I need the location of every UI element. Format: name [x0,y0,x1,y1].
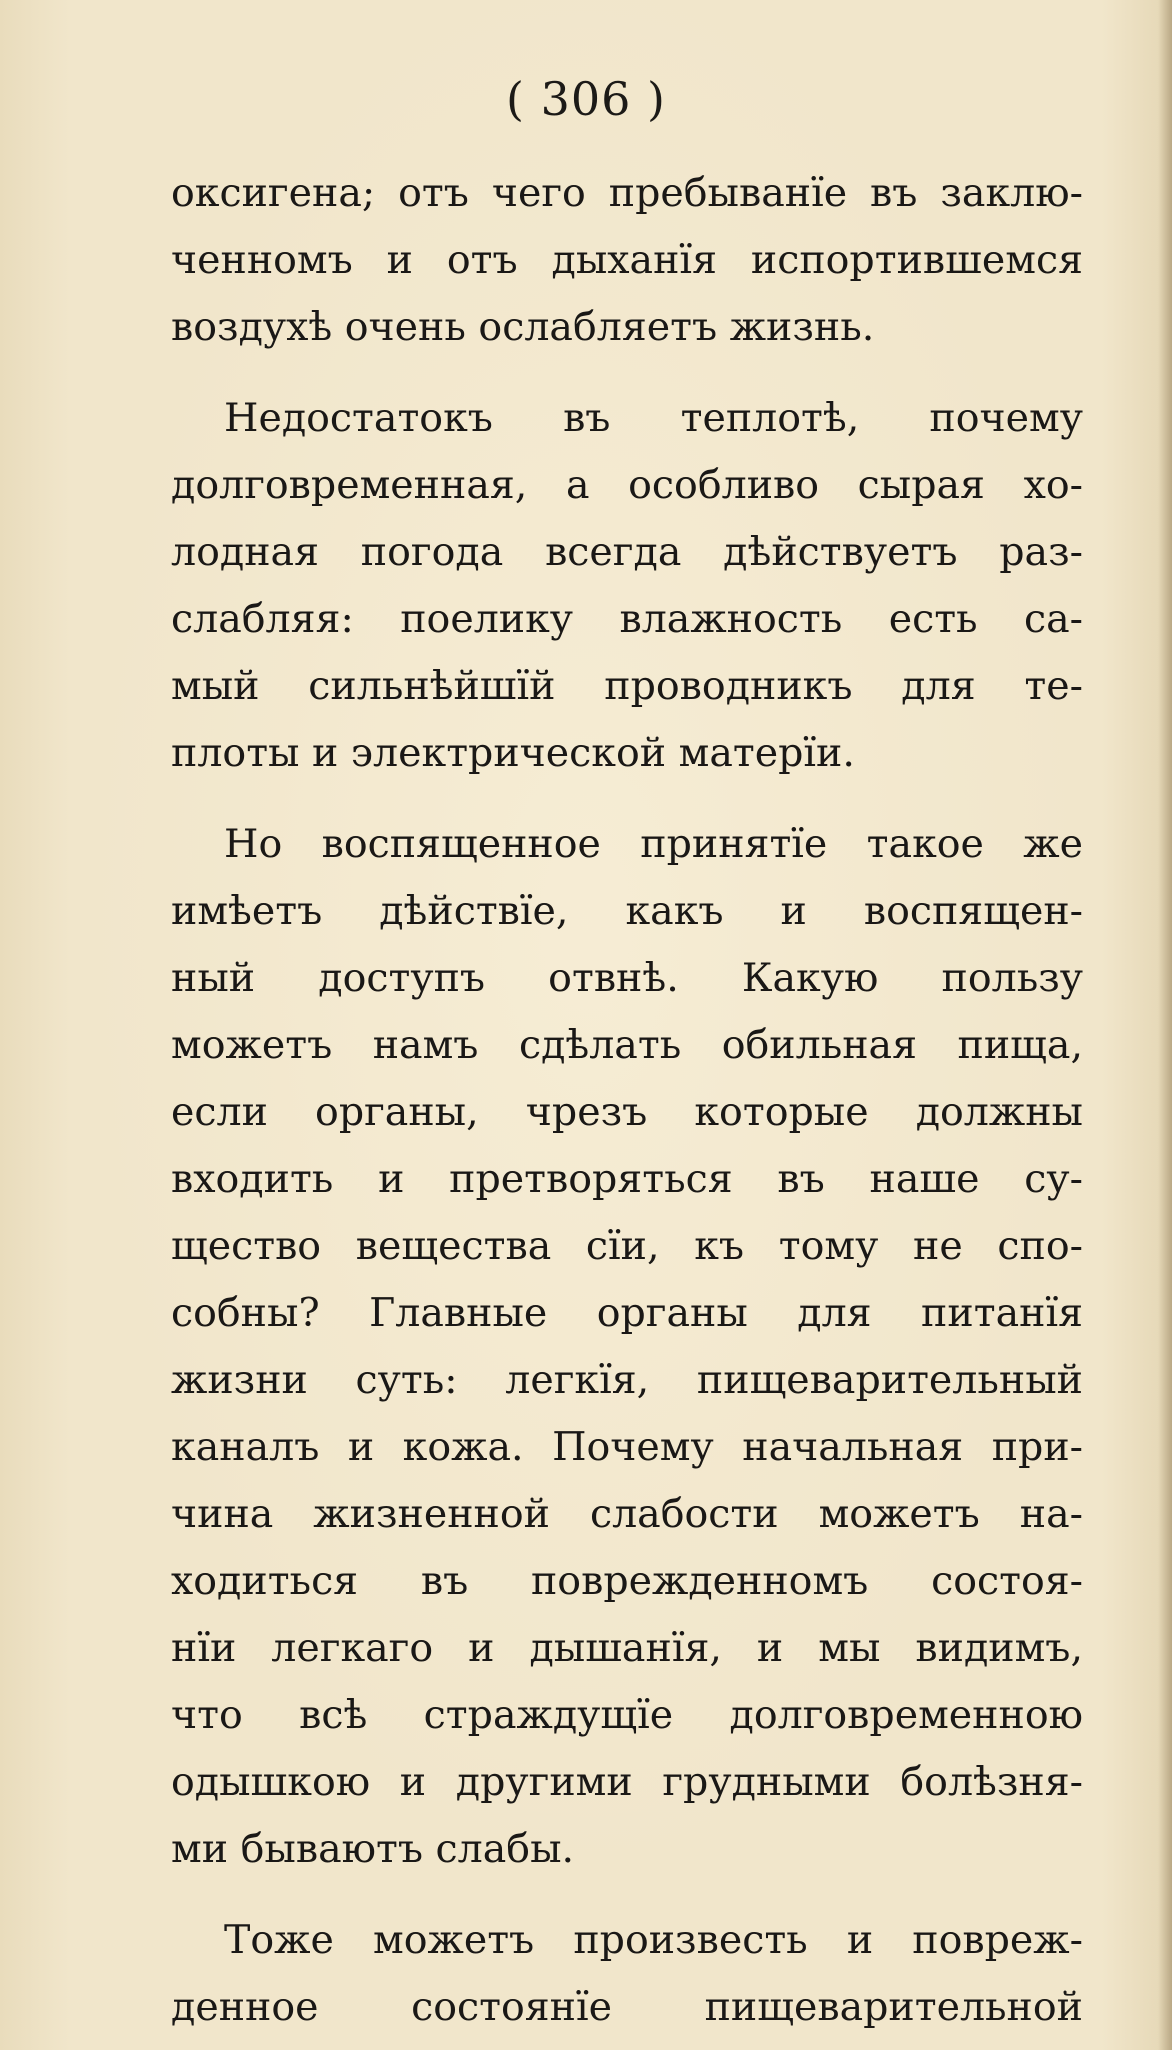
text-line: входить и претворяться въ наше су- [171,1156,1083,1202]
paragraph-4 [171,1907,1083,2041]
text-line: Недостатокъ въ теплотѣ, почему [224,395,1083,441]
text-line: Но воспященное принятїе такое же [224,821,1083,867]
text-line: каналъ и кожа. Почему начальная при- [171,1424,1083,1470]
text-line: ходиться въ поврежденномъ состоя- [171,1558,1083,1604]
text-line: денное состоянїе пищеварительной [171,1984,1083,2030]
text-line: щество вещества сїи, къ тому не спо- [171,1223,1083,1269]
text-line: жизни суть: легкїя, пищеварительный [171,1357,1083,1403]
page-edge-shadow [1158,0,1172,2050]
paragraph-2 [171,385,1083,787]
text-line: лодная погода всегда дѣйствуетъ раз- [171,529,1083,575]
text-line: ми бываютъ слабы. [171,1826,575,1872]
text-line: Тоже можетъ произвесть и повреж- [224,1917,1083,1963]
text-line: одышкою и другими грудными болѣзня- [171,1759,1083,1805]
text-line: что всѣ страждущїе долговременною [171,1692,1083,1738]
text-line: ный доступъ отвнѣ. Какую пользу [171,955,1083,1001]
paragraph-3 [171,811,1083,1883]
text-line: плоты и электрической матерїи. [171,730,855,776]
text-line: собны? Главные органы для питанїя [171,1290,1083,1336]
text-line: долговременная, а особливо сырая хо- [171,462,1083,508]
text-line: имѣетъ дѣйствїе, какъ и воспящен- [171,888,1083,934]
page-number: ( 306 ) [506,72,666,126]
text-line: нїи легкаго и дышанїя, и мы видимъ, [171,1625,1083,1671]
text-line: воздухѣ очень ослабляетъ жизнь. [171,304,875,350]
text-line: слабляя: поелику влажность есть са- [171,596,1083,642]
text-line: если органы, чрезъ которые должны [171,1089,1083,1135]
text-line: чина жизненной слабости можетъ на- [171,1491,1083,1537]
text-line: оксигена; отъ чего пребыванїе въ заклю- [171,170,1083,216]
text-line: ченномъ и отъ дыханїя испортившемся [171,237,1083,283]
text-line: можетъ намъ сдѣлать обильная пища, [171,1022,1083,1068]
paragraph-1 [171,160,1083,361]
body-text [171,160,1083,2041]
text-line: мый сильнѣйшїй проводникъ для те- [171,663,1083,709]
